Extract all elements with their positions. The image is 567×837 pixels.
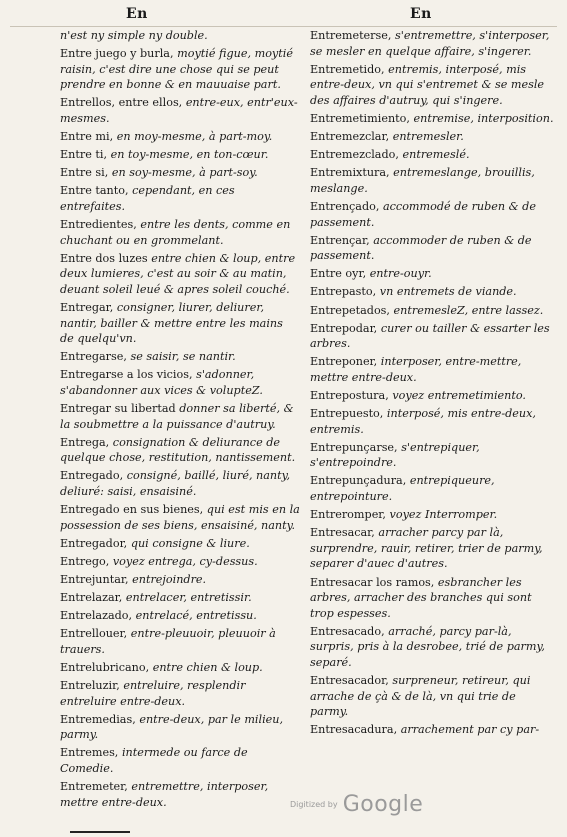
headword: Entrelubricano, — [60, 660, 150, 674]
definition: accommodé de ruben & de passement. — [310, 199, 536, 229]
watermark-logo-text: Google — [342, 792, 424, 817]
definition: voyez entrega, cy-dessus. — [112, 554, 258, 568]
headword: Entrego, — [60, 554, 110, 568]
dictionary-entry — [310, 440, 554, 471]
headword: Entresacar los ramos, — [310, 575, 435, 589]
headword: Entre mi, — [60, 130, 114, 144]
definition: entre-eux, entr'eux-mesmes. — [60, 96, 298, 125]
dictionary-entry — [60, 712, 300, 743]
headword: Entrelazado, — [60, 609, 133, 623]
definition: entremeslange, brouillis, meslange. — [310, 166, 535, 195]
headword: Entreluzir, — [60, 679, 120, 693]
definition: voyez Interromper. — [389, 508, 498, 522]
definition: voyez entremetimiento. — [392, 388, 526, 402]
headword: Entrepostura, — [310, 388, 389, 402]
dictionary-entry — [60, 147, 300, 163]
dictionary-entry — [60, 502, 300, 533]
headword: Entre dos luzes — [60, 251, 148, 265]
headword: Entregado, — [60, 469, 124, 483]
dictionary-entry — [60, 468, 300, 499]
definition: interposé, mis entre-deux, entremis. — [310, 407, 536, 436]
dictionary-entry — [310, 165, 554, 196]
headword: Entredientes, — [60, 218, 137, 232]
definition: accommoder de ruben & de passement. — [310, 233, 532, 263]
definition: n'est ny simple ny double. — [60, 29, 208, 42]
headword: Entrençar, — [310, 233, 370, 247]
headword: Entregar su libertad — [60, 402, 176, 416]
headword: Entrepasto, — [310, 285, 377, 299]
dictionary-entry — [60, 28, 300, 44]
headword: Entrega, — [60, 435, 110, 449]
definition: en toy-mesme, en ton-cœur. — [110, 148, 269, 162]
dictionary-entry — [310, 266, 554, 282]
dictionary-entry — [310, 673, 554, 720]
watermark-small-text: Digitized by — [290, 800, 338, 809]
dictionary-entry — [310, 525, 554, 572]
definition: esbrancher les arbres, arracher des branches qui sont trop espesses. — [310, 575, 532, 620]
definition: en soy-mesme, à part-soy. — [111, 166, 258, 180]
definition: s'adonner, s'abandonner aux vices & volupteZ. — [60, 368, 263, 397]
headword: Entrepodar, — [310, 321, 378, 335]
headword: Entregarse a los vicios, — [60, 368, 193, 382]
headword: Entremetido, — [310, 62, 385, 76]
dictionary-entry — [310, 129, 554, 145]
left-column — [60, 28, 300, 813]
definition: entre-deux, par le milieu, parmy. — [60, 712, 284, 742]
definition: entrepiqueure, entrepointure. — [310, 474, 495, 504]
dictionary-entry — [310, 388, 554, 404]
dictionary-entry — [60, 46, 300, 93]
dictionary-entry — [60, 367, 300, 398]
definition: intermede ou farce de Comedie. — [60, 746, 248, 776]
dictionary-entry — [310, 111, 554, 127]
definition: entremesleZ, entre lassez. — [393, 303, 544, 317]
header-rule — [10, 26, 557, 27]
headword: Entre oyr, — [310, 267, 367, 281]
definition: entreluire, resplendir entreluire entre-deux. — [60, 679, 246, 708]
dictionary-entry — [60, 572, 300, 588]
dictionary-entry — [310, 62, 554, 109]
headword: Entremetimiento, — [310, 111, 410, 125]
dictionary-entry — [60, 779, 300, 810]
dictionary-entry — [60, 745, 300, 776]
dictionary-entry — [60, 678, 300, 709]
dictionary-entry — [310, 507, 554, 523]
definition: entremeslé. — [402, 148, 470, 162]
definition: entrejoindre. — [132, 573, 207, 586]
headword: Entresacador, — [310, 674, 389, 688]
headword: Entrepuesto, — [310, 407, 384, 421]
headword: Entrençado, — [310, 199, 380, 213]
definition: s'entrepiquer, s'entrepoindre. — [310, 440, 480, 470]
dictionary-entry — [310, 406, 554, 437]
headword: Entrelazar, — [60, 591, 123, 605]
dictionary-entry — [310, 233, 554, 264]
dictionary-entry — [60, 590, 300, 606]
definition: entrelacer, entretissir. — [125, 591, 252, 605]
dictionary-entry — [310, 624, 554, 671]
headword: Entregar, — [60, 301, 114, 314]
headword: Entreponer, — [310, 355, 378, 369]
dictionary-entry — [310, 473, 554, 504]
dictionary-entry — [310, 321, 554, 352]
google-watermark — [290, 792, 423, 817]
definition: donner sa liberté, & la soubmettre a la puissance d'autruy. — [60, 402, 294, 431]
definition: qui consigne & liure. — [130, 536, 250, 550]
dictionary-entry — [60, 608, 300, 624]
definition: en moy-mesme, à part-moy. — [116, 130, 273, 144]
definition: arraché, parcy par-là, surpris, pris à la desrobee, trié de parmy, separé. — [310, 624, 545, 669]
dictionary-entry — [310, 28, 554, 59]
headword: Entremezclado, — [310, 148, 399, 162]
definition: se saisir, se nantir. — [130, 350, 236, 364]
definition: entremettre, interposer, mettre entre-deux. — [60, 780, 269, 809]
definition: arracher parcy par là, surprendre, rauir, retirer, trier de parmy, separer d'auec d'autres. — [310, 526, 543, 571]
headword: Entrepunçadura, — [310, 474, 407, 488]
dictionary-entry — [310, 575, 554, 622]
headword: Entre juego y burla, — [60, 47, 174, 61]
definition: entre chien & loup. — [152, 660, 263, 674]
headword: Entre tanto, — [60, 184, 129, 198]
headword: Entreromper, — [310, 508, 386, 522]
dictionary-entry — [60, 401, 300, 432]
headword: Entrellos, entre ellos, — [60, 96, 183, 110]
headword: Entremixtura, — [310, 166, 390, 180]
page-edge-mark — [70, 831, 130, 833]
headword: Entremeterse, — [310, 29, 392, 42]
dictionary-entry — [310, 147, 554, 163]
dictionary-entry — [60, 217, 300, 248]
definition: qui est mis en la possession de ses biens, ensaisiné, nanty. — [60, 503, 300, 532]
dictionary-entry — [310, 284, 554, 300]
definition: entre-pleuuoir, pleuuoir à trauers. — [60, 627, 276, 656]
definition: interposer, entre-mettre, mettre entre-deux. — [310, 355, 522, 384]
definition: curer ou tailler & essarter les arbres. — [310, 321, 550, 351]
dictionary-entry — [310, 354, 554, 385]
headword: Entremeter, — [60, 780, 128, 794]
headword: Entresacado, — [310, 624, 385, 638]
headword: Entrepunçarse, — [310, 440, 398, 454]
dictionary-entry — [60, 536, 300, 552]
headword: Entremedias, — [60, 712, 136, 726]
headword: Entremezclar, — [310, 130, 390, 144]
definition: entrelacé, entretissu. — [135, 609, 257, 623]
headword: Entresacadura, — [310, 723, 398, 737]
definition: consigner, liurer, deliurer, nantir, bailler & mettre entre les mains de quelqu'vn. — [60, 301, 283, 346]
headword: Entremes, — [60, 746, 119, 760]
definition: entremesler. — [392, 130, 464, 144]
dictionary-entry — [60, 435, 300, 466]
dictionary-entry — [60, 626, 300, 657]
definition: cependant, en ces entrefaites. — [60, 184, 235, 213]
definition: consigné, baillé, liuré, nanty, deliuré: saisi, ensaisiné. — [60, 469, 291, 499]
definition: surpreneur, retireur, qui arrache de çà & de là, vn qui trie de parmy. — [310, 674, 531, 719]
dictionary-entry — [60, 251, 300, 298]
definition: s'entremettre, s'interposer, se mesler en quelque affaire, s'ingerer. — [310, 29, 550, 58]
headword: Entregarse, — [60, 350, 127, 364]
dictionary-entry — [310, 722, 554, 738]
dictionary-entry — [60, 129, 300, 145]
definition: vn entremets de viande. — [379, 285, 517, 299]
dictionary-entry — [60, 300, 300, 347]
definition: entre les dents, comme en chuchant ou en grommelant. — [60, 218, 291, 247]
headword: Entrellouer, — [60, 627, 128, 641]
definition: entre chien & loup, entre deux lumieres, c'est au soir & au matin, deuant soleil leué & apres soleil couché. — [60, 251, 296, 296]
headword: Entrepetados, — [310, 303, 390, 317]
dictionary-entry — [60, 165, 300, 181]
dictionary-entry — [60, 554, 300, 570]
dictionary-entry — [60, 95, 300, 126]
headword: Entregado en sus bienes, — [60, 503, 204, 517]
headword: Entregador, — [60, 536, 128, 550]
headword: Entre si, — [60, 166, 109, 180]
running-header-right: En — [410, 6, 432, 22]
right-column — [310, 28, 554, 740]
definition: moytié figue, moytié raisin, c'est dire une chose qui se peut prendre en bonne & en mauuaise part. — [60, 47, 293, 92]
dictionary-entry — [60, 349, 300, 365]
dictionary-entry — [310, 199, 554, 230]
definition: arrachement par cy par- — [400, 723, 540, 737]
headword: Entrejuntar, — [60, 573, 129, 586]
definition: consignation & deliurance de quelque chose, restitution, nantissement. — [60, 435, 296, 465]
definition: entre-ouyr. — [369, 267, 432, 281]
dictionary-entry — [60, 183, 300, 214]
headword: Entre ti, — [60, 148, 108, 162]
dictionary-entry — [310, 303, 554, 319]
definition: entremise, interposition. — [413, 111, 554, 125]
dictionary-entry — [60, 660, 300, 676]
running-header-left: En — [126, 6, 148, 22]
headword: Entresacar, — [310, 526, 375, 540]
definition: entremis, interposé, mis entre-deux, vn qui s'entremet & se mesle des affaires d'autruy, qui s'ingere. — [310, 62, 545, 107]
